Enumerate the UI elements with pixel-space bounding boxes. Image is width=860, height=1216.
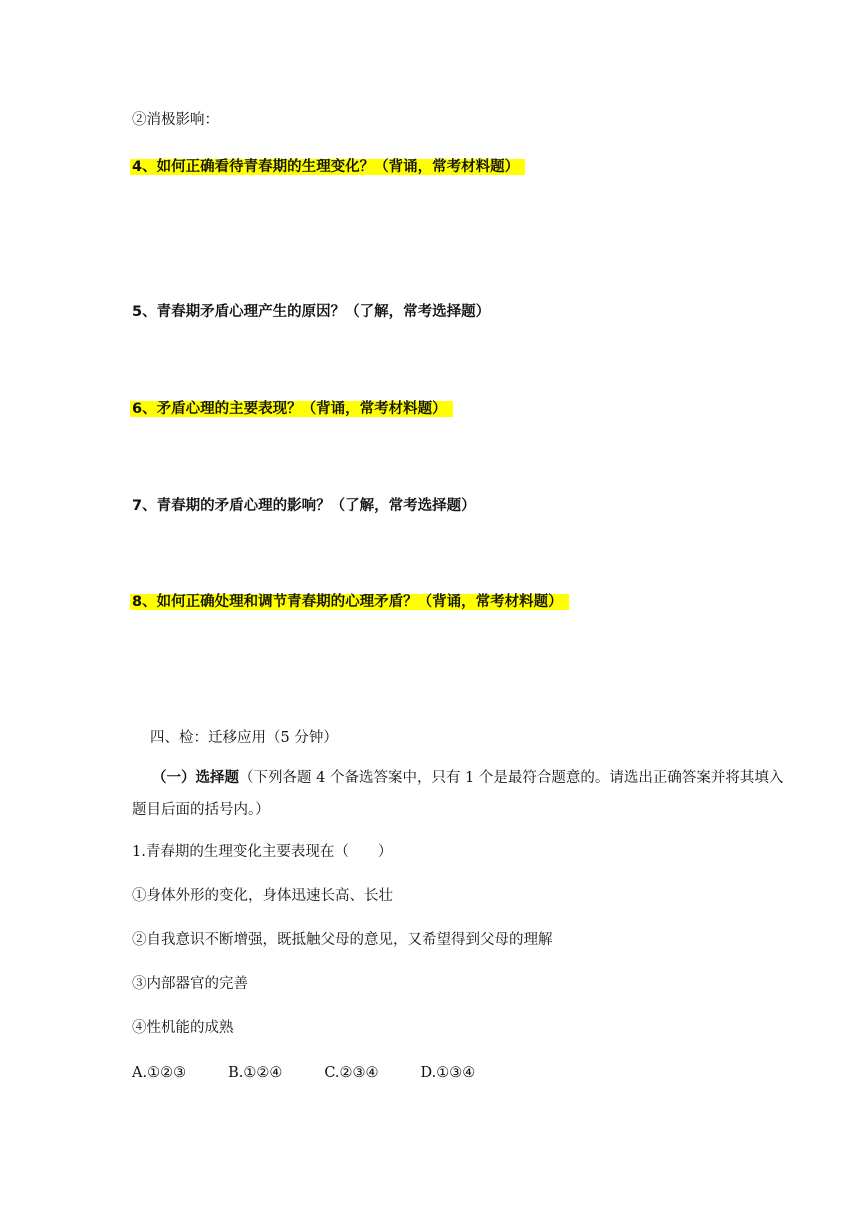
choice-instructions: （下列各题 4 个备选答案中，只有 1 个是最符合题意的。请选出正确答案并将其填入题目后面的括号内。） [132,770,784,818]
choice-section-intro [132,762,792,826]
option-c: C.②③④ [324,1065,379,1081]
question-6-heading [132,397,453,421]
question-8-heading [132,590,569,614]
option-d: D.①③④ [420,1065,476,1081]
question-5-heading: 5、青春期矛盾心理产生的原因？（了解，常考选择题） [132,304,491,320]
question-4-text: 4、如何正确看待青春期的生理变化？（背诵，常考材料题） [130,159,525,175]
question-6-text: 6、矛盾心理的主要表现？（背诵，常考材料题） [130,401,453,417]
choice-heading: （一）选择题 [152,770,239,786]
option-a: A.①②③ [132,1065,187,1081]
question-1-item-3: ③内部器官的完善 [132,976,248,992]
question-1-stem: 1.青春期的生理变化主要表现在（ ） [132,844,393,860]
question-8-text: 8、如何正确处理和调节青春期的心理矛盾？（背诵，常考材料题） [130,594,569,610]
question-4-heading [132,155,525,179]
negative-effect-label: ②消极影响： [132,112,219,128]
question-7-heading: 7、青春期的矛盾心理的影响？（了解，常考选择题） [132,498,476,514]
section-4-heading: 四、检：迁移应用（5 分钟） [150,730,338,746]
question-1-item-2: ②自我意识不断增强，既抵触父母的意见，又希望得到父母的理解 [132,932,553,948]
question-1-item-4: ④性机能的成熟 [132,1020,234,1036]
question-1-options [132,1061,517,1085]
option-b: B.①②④ [228,1065,283,1081]
question-1-item-1: ①身体外形的变化，身体迅速长高、长壮 [132,888,393,904]
